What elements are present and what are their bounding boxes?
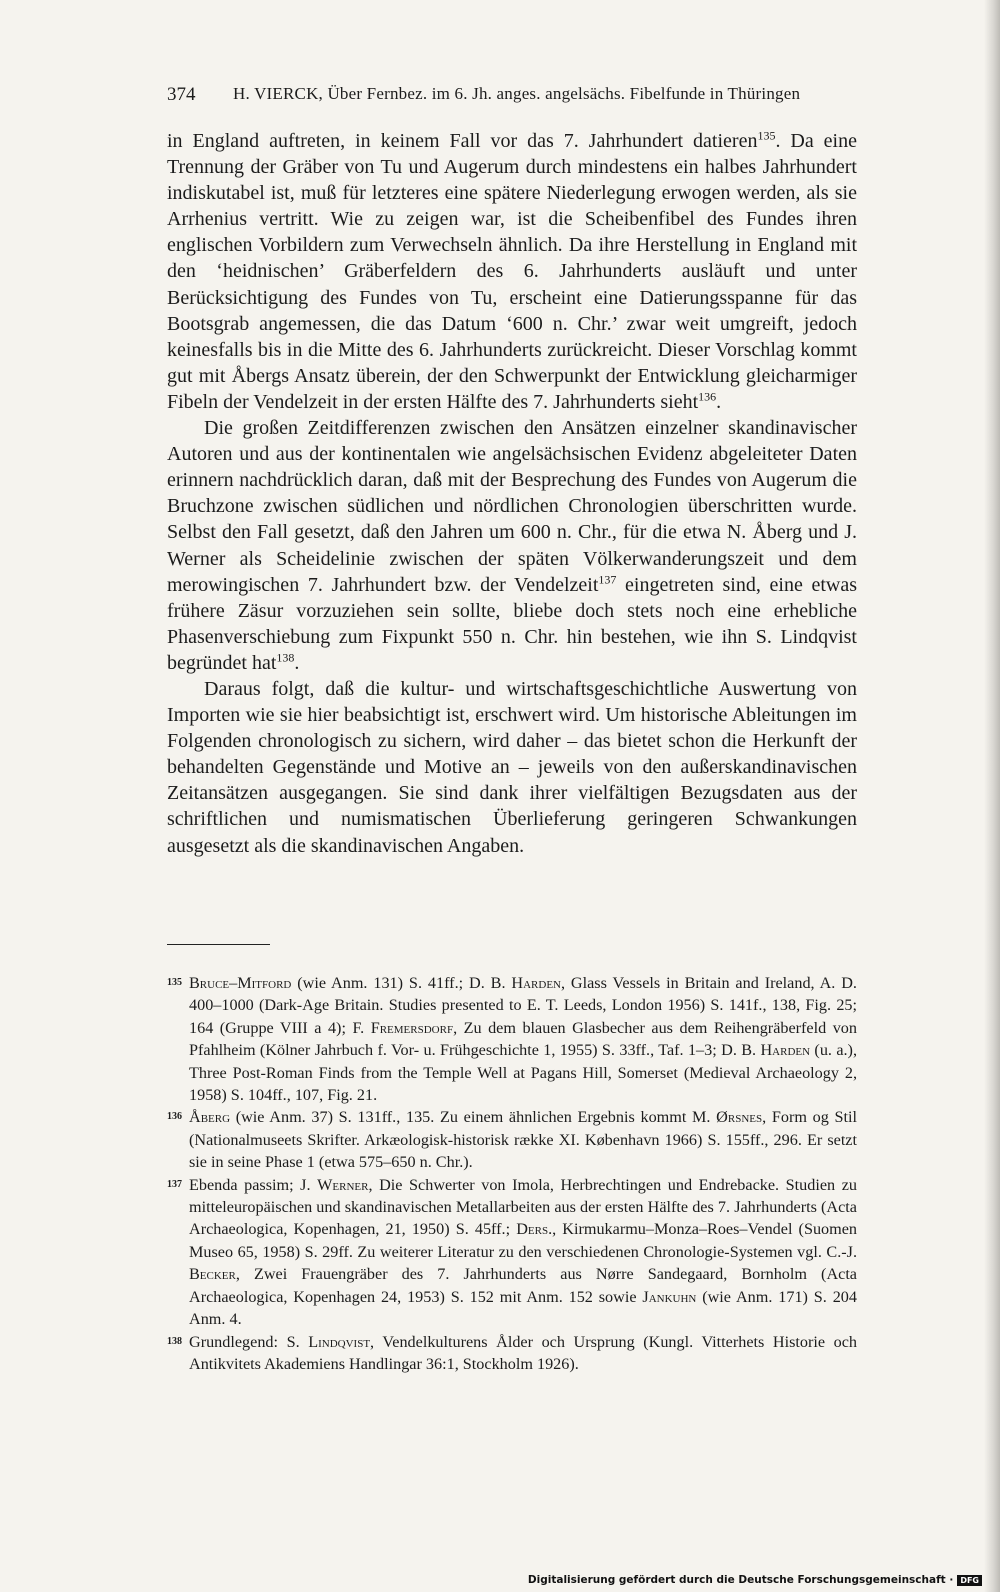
- footnote-text: , Kirmukarmu–Monza–Roes–Vendel (Suomen Museo 65, 1958) S. 29ff. Zu weiterer Literatur zu den verschiedenen Chronologie-Systemen vgl. C.-J.: [189, 1220, 858, 1261]
- page-spine-shadow: [984, 0, 1000, 1592]
- paragraph-1-text-a: in England auftreten, in keinem Fall vor das 7. Jahrhundert datieren: [167, 130, 758, 152]
- author-name: Becker: [189, 1265, 236, 1284]
- author-name: Jankuhn: [642, 1287, 697, 1306]
- digitization-credit: [528, 1574, 982, 1586]
- footnote-137: [167, 1174, 857, 1331]
- author-name: Åberg: [189, 1108, 231, 1127]
- footnote-text: (wie Anm. 171) S. 204 Anm. 4.: [189, 1287, 857, 1329]
- footnote-text: Grundlegend: S.: [189, 1332, 309, 1351]
- author-name: Ørsnes: [716, 1108, 763, 1127]
- footnote-separator: [167, 944, 270, 945]
- credit-text: Digitalisierung gefördert durch die Deutsche Forschungsgemeinschaft ·: [527, 1574, 954, 1586]
- footnote-text: , Die Schwerter von Imola, Herbrechtingen und Endrebacke. Studien zu mitteleuropäischen und skandinavischen Metallarbeiten aus der ersten Hälfte des 7. Jahrhunderts (Acta Archaeologica, Kopenhagen, 21, 1950) S. 45ff.;: [189, 1175, 857, 1239]
- author-name: Harden: [760, 1041, 811, 1060]
- main-text: [167, 128, 857, 859]
- footnote-text: , Zwei Frauengräber des 7. Jahrhunderts aus Nørre Sandegaard, Bornholm (Acta Archaeologica, Kopenhagen 24, 1953) S. 152 mit Anm. 152 sowie: [189, 1265, 857, 1306]
- running-header: [167, 84, 867, 114]
- footnote-138: [167, 1331, 857, 1376]
- author-name: Lindqvist: [308, 1332, 371, 1351]
- author-name: Harden: [511, 974, 561, 992]
- footnote-135: [167, 972, 857, 1106]
- footnote-number: 137: [167, 1178, 182, 1190]
- paragraph-1-text-c: .: [716, 390, 722, 413]
- footnote-text: Ebenda passim; J.: [189, 1175, 318, 1194]
- paragraph-2-text-a: Die großen Zeitdifferenzen zwischen den Ansätzen einzelner skandinavischer Autoren und aus der kontinentalen wie angelsächsischen Evidenz abgeleiteter Daten erinnern nachdrücklich daran, daß mit der Besprechung des Fundes von Augerum die Bruchzone zwischen südlichen und nördlichen Chronologien überschritten wurde. Selbst den Fall gesetzt, daß den Jahren um 600 n. Chr., für die etwa N. Åberg und J. Werner als Scheidelinie zwischen der späten Völkerwanderungszeit und dem merowingischen 7. Jahrhundert bzw. der Vendelzeit: [167, 417, 857, 596]
- footnote-text: , Zu dem blauen Glasbecher aus dem Reihengräberfeld von Pfahlheim (Kölner Jahrbuch f. Vor- u. Frühgeschichte 1, 1955) S. 33ff., Taf. 1–3; D. B.: [189, 1018, 857, 1060]
- paragraph-1: [167, 128, 857, 415]
- author-name: Ders.: [516, 1220, 553, 1239]
- footnote-text: , Form og Stil (Nationalmuseets Skrifter. Arkæologisk-historisk række XI. København 1966) S. 155ff., 296. Er setzt sie in seine Phase 1 (etwa 575–650 n. Chr.).: [189, 1108, 857, 1172]
- running-head-title: H. VIERCK, Über Fernbez. im 6. Jh. anges. angelsächs. Fibelfunde in Thüringen: [233, 84, 801, 103]
- footnote-ref-136[interactable]: 136: [698, 389, 717, 404]
- footnote-number: 138: [167, 1335, 182, 1347]
- footnote-136: [167, 1106, 857, 1173]
- page-number: 374: [167, 84, 196, 105]
- footnotes: [167, 972, 857, 1375]
- footnote-text: (wie Anm. 131) S. 41ff.; D. B.: [291, 974, 512, 992]
- paragraph-2-text-b: eingetreten sind, eine etwas frühere Zäsur vorzuziehen sein sollte, bliebe doch stets noch eine erhebliche Phasenverschiebung zum Fixpunkt 550 n. Chr. hin bestehen, wie ihn S. Lindqvist begründet hat: [167, 573, 857, 674]
- footnote-number: 135: [167, 977, 182, 988]
- footnote-text: (u. a.), Three Post-Roman Finds from the Temple Well at Pagans Hill, Somerset (Medieval Archaeology 2, 1958) S. 104ff., 107, Fig. 21.: [189, 1041, 857, 1105]
- paragraph-1-text-b: . Da eine Trennung der Gräber von Tu und Augerum durch mindestens ein halbes Jahrhundert indiskutabel ist, muß für letzteres eine spätere Niederlegung erwogen werden, als sie Arrhenius vertritt. Wie zu zeigen war, ist die Scheibenfibel des Fundes ihren englischen Vorbildern zum Verwechseln ähnlich. Da ihre Herstellung in England mit den ‘heidnischen’ Gräberfeldern des 6. Jahrhunderts ausläuft und unter Berücksichtigung des Fundes von Tu, erscheint eine Datierungsspanne für das Bootsgrab angemessen, die das Datum ‘600 n. Chr.’ zwar weit umgreift, jedoch keinesfalls bis in die Mitte des 6. Jahrhunderts zurückreicht. Dieser Vorschlag kommt gut mit Åbergs Ansatz überein, der den Schwerpunkt der Entwicklung gleicharmiger Fibeln der Vendelzeit in der ersten Hälfte des 7. Jahrhunderts sieht: [167, 130, 857, 413]
- footnote-text: , Glass Vessels in Britain and Ireland, A. D. 400–1000 (Dark-Age Britain. Studies presented to E. T. Leeds, London 1956) S. 141f., 138, Fig. 25; 164 (Gruppe VIII a 4); F.: [189, 974, 857, 1037]
- footnote-number: 136: [167, 1111, 182, 1123]
- footnote-text: , Vendelkulturens Ålder och Ursprung (Kungl. Vitterhets Historie och Antikvitets Akademiens Handlingar 36:1, Stockholm 1926).: [189, 1332, 857, 1373]
- footnote-ref-137[interactable]: 137: [598, 571, 617, 586]
- author-name: Bruce–Mitford: [189, 974, 292, 992]
- author-name: Fremersdorf: [370, 1018, 454, 1037]
- paragraph-2: [167, 415, 857, 676]
- paragraph-3: Daraus folgt, daß die kultur- und wirtschaftsgeschichtliche Auswertung von Importen wie sie hier beabsichtigt ist, erschwert wird. Um historische Ableitungen im Folgenden chronologisch zu sichern, wird daher – das bietet schon die Herkunft der behandelten Gegenstände und Motive an – jeweils von den außerskandinavischen Zeitansätzen ausgegangen. Sie sind dank ihrer vielfältigen Bezugsdaten aus der schriftlichen und numismatischen Überlieferung geringeren Schwankungen ausgesetzt als die skandinavischen Angaben.: [167, 677, 857, 857]
- paragraph-2-text-c: .: [294, 651, 300, 674]
- footnote-ref-138[interactable]: 138: [276, 650, 295, 665]
- dfg-logo: DFG: [957, 1575, 982, 1586]
- author-name: Werner: [317, 1175, 369, 1194]
- footnote-ref-135[interactable]: 135: [757, 128, 776, 143]
- footnote-text: (wie Anm. 37) S. 131ff., 135. Zu einem ähnlichen Ergebnis kommt M.: [230, 1108, 717, 1127]
